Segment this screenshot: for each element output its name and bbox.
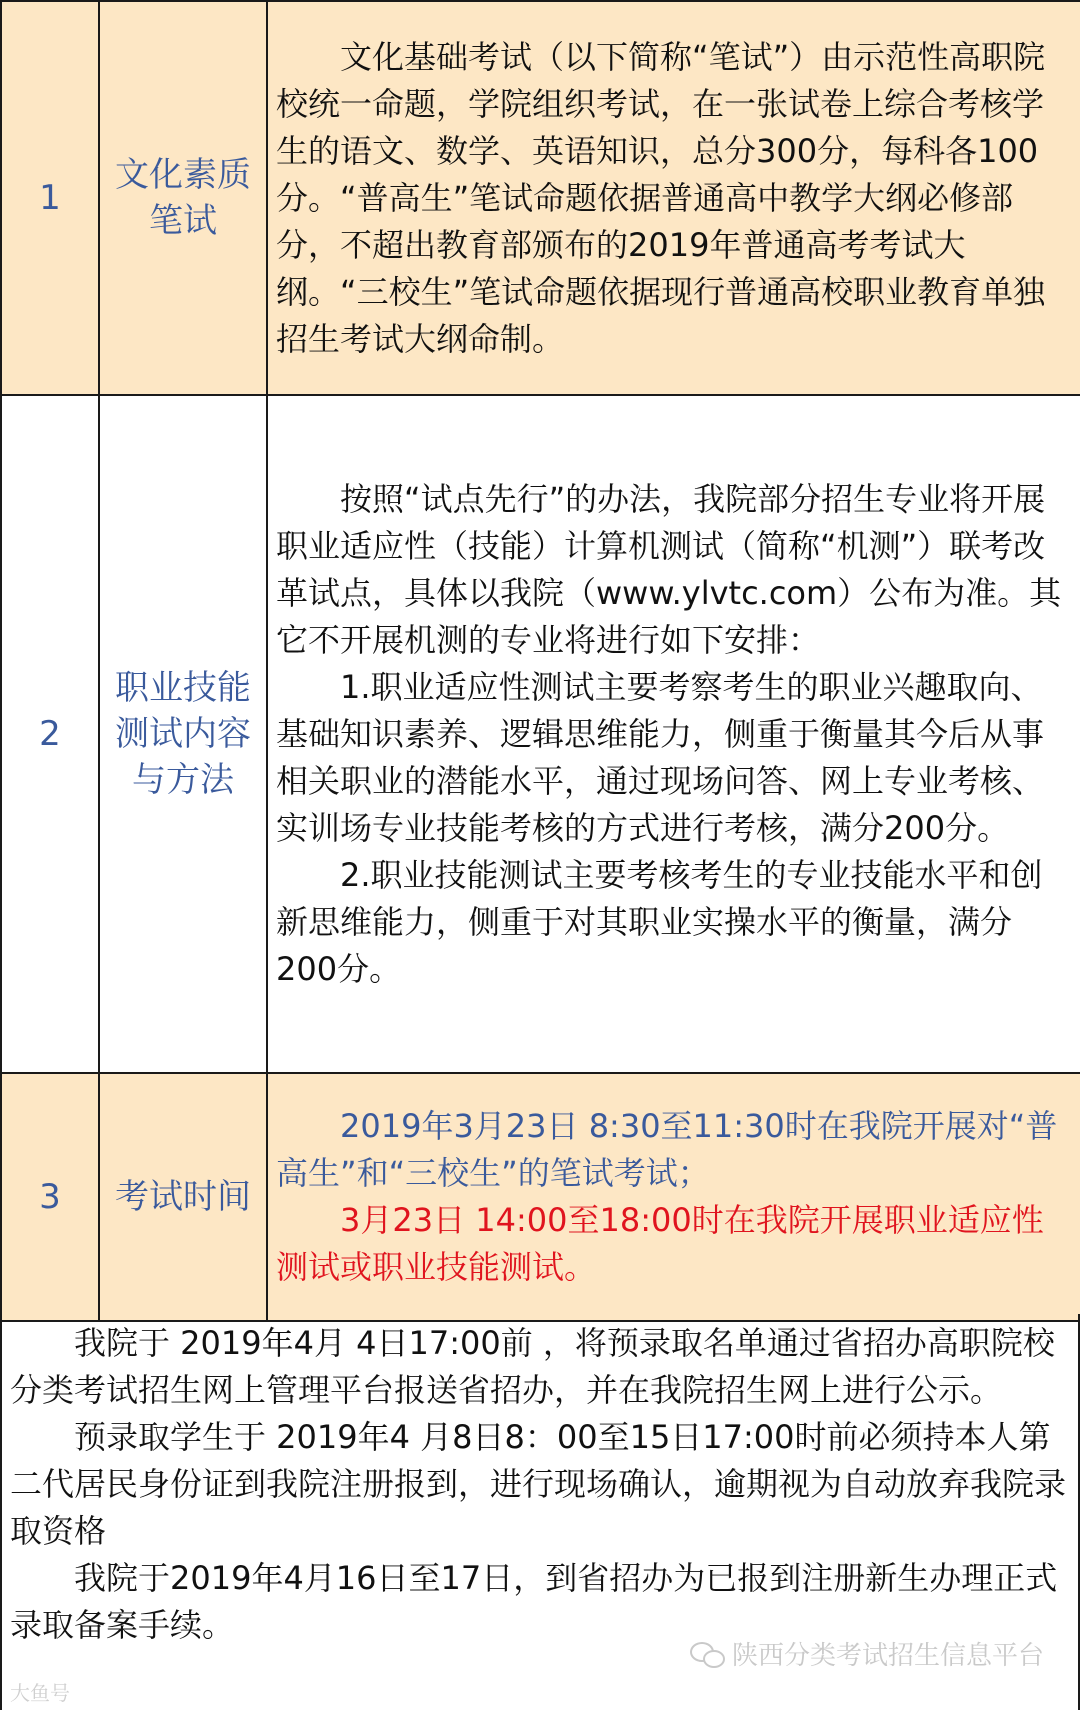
content-paragraph-schedule-skills: 3月23日 14:00至18:00时在我院开展职业适应性测试或职业技能测试。 bbox=[276, 1201, 1044, 1286]
corner-watermark: 大鱼号 bbox=[10, 1681, 70, 1705]
content-paragraph: 按照“试点先行”的办法，我院部分招生专业将开展职业适应性（技能）计算机测试（简称“机测”）联考改革试点，具体以我院（www.ylvtc.com）公布为准。其它不开展机测的专业将进行如下安排： bbox=[276, 479, 1062, 659]
footer-paragraph: 我院于2019年4月16日至17日，到省招办为已报到注册新生办理正式录取备案手续。 bbox=[10, 1559, 1058, 1644]
watermark-text: 陕西分类考试招生信息平台 bbox=[731, 1641, 1044, 1671]
content-paragraph: 1.职业适应性测试主要考察考生的职业兴趣取向、基础知识素养、逻辑思维能力，侧重于衡量其今后从事相关职业的潜能水平，通过现场问答、网上专业考核、实训场专业技能考核的方式进行考核，满分200分。 bbox=[276, 667, 1045, 847]
row-content bbox=[267, 1, 1080, 395]
content-paragraph: 2.职业技能测试主要考核考生的专业技能水平和创新思维能力，侧重于对其职业实操水平的衡量，满分200分。 bbox=[276, 855, 1043, 988]
content-paragraph: 文化基础考试（以下简称“笔试”）由示范性高职院校统一命题，学院组织考试，在一张试卷上综合考核学生的语文、数学、英语知识，总分300分，每科各100分。“普高生”笔试命题依据普通高中教学大纲必修部分，不超出教育部颁布的2019年普通高考考试大纲。“三校生”笔试命题依据现行普通高校职业教育单独招生考试大纲命制。 bbox=[276, 37, 1046, 358]
footer-paragraph: 我院于 2019年4月 4日17:00前 ，将预录取名单通过省招办高职院校分类考试招生网上管理平台报送省招办，并在我院招生网上进行公示。 bbox=[10, 1324, 1055, 1409]
row-label-text: 考试时间 bbox=[115, 1177, 251, 1217]
table-row bbox=[1, 395, 1080, 1073]
row-number: 2 bbox=[1, 395, 99, 1073]
footer-paragraph: 预录取学生于 2019年4 月8日8：00至15日17:00时前必须持本人第二代居民身份证到我院注册报到，进行现场确认，逾期视为自动放弃我院录取资格 bbox=[10, 1418, 1067, 1550]
table-row bbox=[1, 1073, 1080, 1321]
watermark bbox=[690, 1635, 1044, 1672]
row-number: 1 bbox=[1, 1, 99, 395]
row-content bbox=[267, 395, 1080, 1073]
row-content bbox=[267, 1073, 1080, 1321]
row-label-text: 文化素质笔试 bbox=[115, 155, 251, 241]
table-row bbox=[1, 1, 1080, 395]
wechat-icon bbox=[690, 1640, 724, 1668]
row-label-text: 职业技能测试内容与方法 bbox=[115, 668, 251, 800]
row-label bbox=[99, 1, 267, 395]
row-label bbox=[99, 395, 267, 1073]
content-paragraph-schedule-written: 2019年3月23日 8:30至11:30时在我院开展对“普高生”和“三校生”的笔试考试； bbox=[276, 1107, 1058, 1192]
row-label bbox=[99, 1073, 267, 1321]
row-number: 3 bbox=[1, 1073, 99, 1321]
